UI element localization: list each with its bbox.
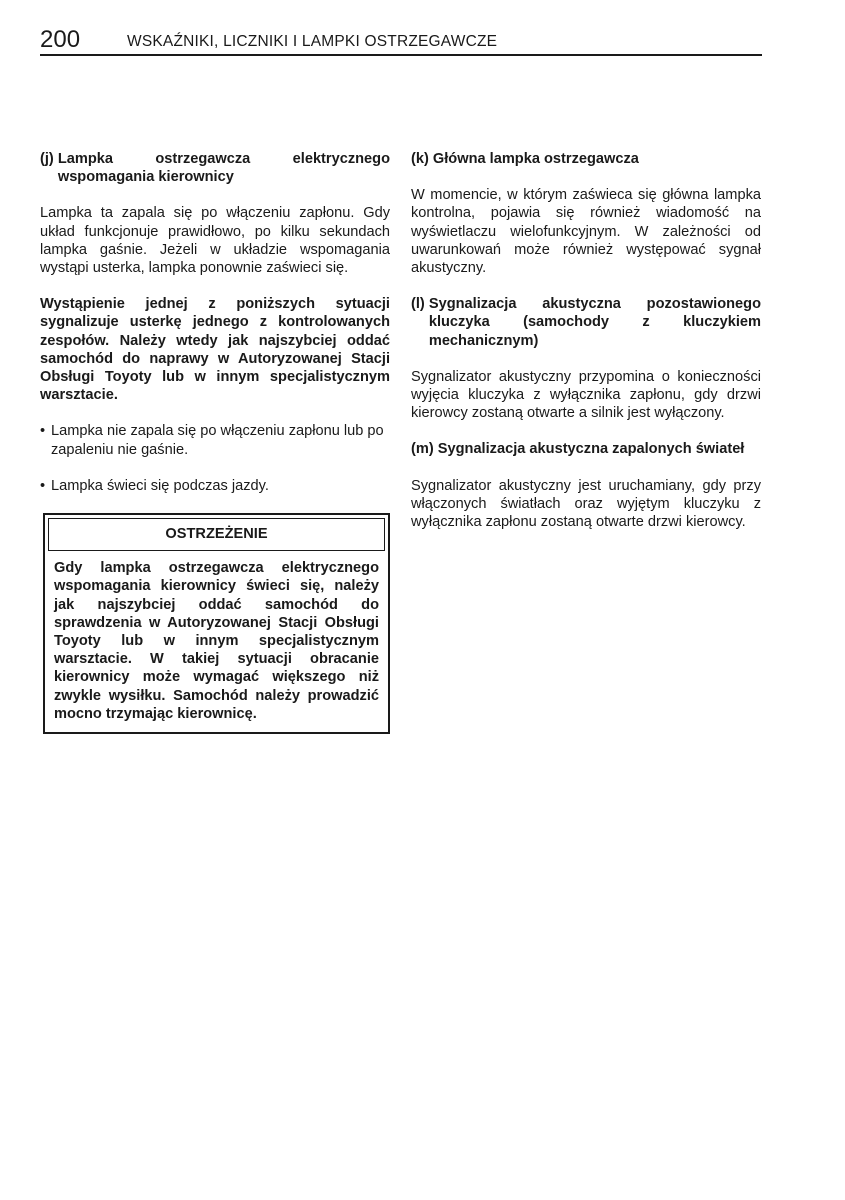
- section-k-title: Główna lampka ostrzegawcza: [432, 151, 639, 167]
- section-j-paragraph: Lampka ta zapala się po włączeniu zapłonu. Gdy układ funkcjonuje prawidłowo, po kilku sekundach lampka gaśnie. Jeżeli w układzie wspomagania wystąpi usterka, lampka ponownie zaświeci się.: [40, 205, 390, 277]
- page-header: [40, 28, 762, 56]
- bullet-text: Lampka nie zapala się po włączeniu zapłonu lub po zapaleniu nie gaśnie.: [51, 423, 384, 458]
- section-l-heading: [411, 295, 761, 350]
- left-column: [40, 150, 390, 734]
- bullet-item: [40, 477, 390, 495]
- bullet-dot: •: [40, 423, 46, 440]
- section-j-bold-paragraph: Wystąpienie jednej z poniższych sytuacji sygnalizuje usterkę jednego z kontrolowanych zespołów. Należy wtedy jak najszybciej oddać samochód do naprawy w Autoryzowanej Stacji Obsługi Toyoty lub w innym specjalistycznym warsztacie.: [40, 296, 390, 404]
- section-l-label: (l): [411, 296, 429, 313]
- section-k-paragraph: W momencie, w którym zaświeca się główna lampka kontrolna, pojawia się również wiadomość na wyświetlaczu wielofunkcyjnym. W zależności od uwarunkowań może również występować sygnał akustyczny.: [411, 187, 761, 277]
- section-k-label: (k): [411, 151, 433, 167]
- page-number: 200: [40, 26, 81, 53]
- section-m-title: Sygnalizacja akustyczna zapalonych świateł: [437, 441, 745, 458]
- section-m-heading: [411, 440, 761, 458]
- section-j-title: Lampka ostrzegawcza elektrycznego wspomagania kierownicy: [57, 151, 390, 186]
- warning-title: OSTRZEŻENIE: [48, 518, 385, 551]
- section-j-heading: [40, 150, 390, 186]
- warning-box: [43, 513, 390, 734]
- bullet-item: [40, 422, 390, 458]
- section-m-paragraph: Sygnalizator akustyczny jest uruchamiany, gdy przy włączonych światłach oraz wyjętym kluczyku z wyłącznika zapłonu zostaną otwarte drzwi kierowcy.: [411, 477, 761, 531]
- right-column: [411, 150, 761, 549]
- warning-text: Gdy lampka ostrzegawcza elektrycznego wspomagania kierownicy świeci się, należy jak najszybciej oddać samochód do sprawdzenia w Autoryzowanej Stacji Obsługi Toyoty lub w innym specjalistycznym warsztacie. W takiej sytuacji obracanie kierownicy może wymagać większego niż zwykle wysiłku. Samochód należy prowadzić mocno trzymając kierownicę.: [54, 560, 379, 722]
- bullet-dot: •: [40, 477, 46, 494]
- section-k-heading: [411, 150, 761, 168]
- chapter-title: WSKAŹNIKI, LICZNIKI I LAMPKI OSTRZEGAWCZE: [127, 33, 498, 50]
- section-j-label: (j): [40, 151, 58, 167]
- section-l-title: Sygnalizacja akustyczna pozostawionego kluczyka (samochody z kluczykiem mechanicznym): [428, 296, 761, 349]
- bullet-text: Lampka świeci się podczas jazdy.: [51, 477, 269, 494]
- section-l-paragraph: Sygnalizator akustyczny przypomina o konieczności wyjęcia kluczyka z wyłącznika zapłonu, gdy drzwi kierowcy zostaną otwarte a silnik jest wyłączony.: [411, 368, 761, 422]
- section-m-label: (m): [411, 441, 438, 458]
